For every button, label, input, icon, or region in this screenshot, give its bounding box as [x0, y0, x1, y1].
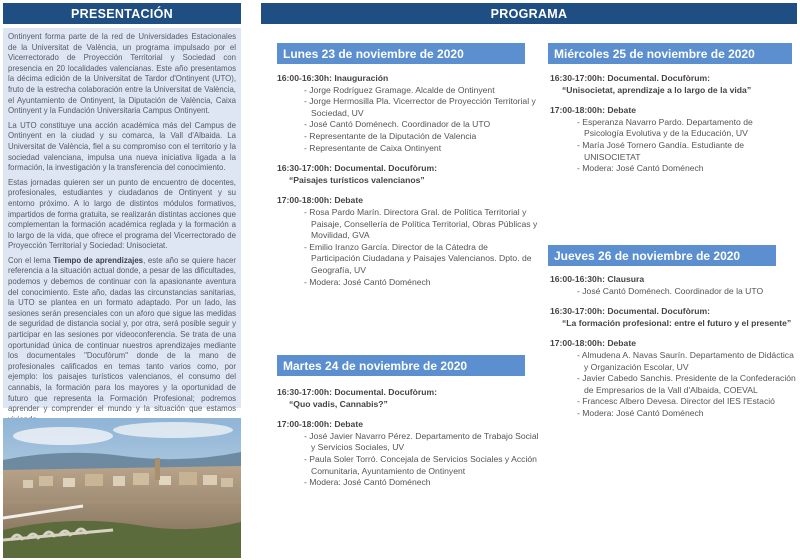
documental-title: “Quo vadis, Cannabis?”: [289, 398, 388, 409]
p4-bold: Tiempo de aprendizajes: [53, 255, 144, 265]
list-clausura: [550, 286, 796, 298]
list-item: - José Javier Navarro Pérez. Departamento de Trabajo Social y Servicios Sociales, UV: [277, 431, 539, 454]
list-item: - Representante de Caixa Ontinyent: [277, 143, 539, 155]
documental-title: “Unisocietat, aprendizaje a lo largo de la vida”: [562, 84, 752, 95]
list-item: - Emilio Iranzo García. Director de la Cátedra de Participación Ciudadana y Paisajes Valencianos. Dpto. de Geografía, UV: [277, 242, 539, 277]
list-item: - Modera: José Cantó Doménech: [277, 277, 539, 289]
slot-documental: 16:30-17:00h: Documental. Docufòrum:: [550, 306, 710, 317]
list-item: - Esperanza Navarro Pardo. Departamento de Psicología Evolutiva y de la Educación, UV: [550, 117, 794, 140]
slot-documental: 16:30-17:00h: Documental. Docufòrum:: [277, 387, 437, 397]
day-header-jueves: Jueves 26 de noviembre de 2020: [548, 245, 776, 266]
list-item: - Javier Cabedo Sanchis. Presidente de la Confederación de Empresarios de la Vall d'Albaida, COEVAL: [550, 373, 796, 396]
list-item: - Modera: José Cantó Doménech: [550, 408, 796, 420]
day-header-lunes: Lunes 23 de noviembre de 2020: [277, 43, 525, 64]
day-block-miercoles: [550, 73, 794, 175]
list-item: - Rosa Pardo Marín. Directora Gral. de Política Territorial y Paisaje, Consellería de Política Territorial, Obras Públicas y Movilidad, GVA: [277, 207, 539, 242]
list-item: - Almudena A. Navas Saurín. Departamento de Didáctica y Organización Escolar, UV: [550, 350, 796, 373]
day-header-martes: Martes 24 de noviembre de 2020: [277, 355, 525, 376]
documental-title: “Paisajes turísticos valencianos”: [289, 174, 425, 185]
presentation-paragraph-1: Ontinyent forma parte de la red de Universidades Estacionales de la Universitat de València, un programa impulsado por el Vicerrectorado de Proyección Territorial y Sociedad con presencia en 20 localidades valencianas. Este año presentamos la décima edición de la Universitat de Tardor d'Ontinyent (UTO), fruto de la estrecha colaboración entre la Universitat de València, el Ayuntamiento de Ontinyent, la Diputación de València, Caixa Ontinyent y la Fundación Universitaria Campus Ontinyent.: [8, 32, 236, 116]
presentation-panel: [3, 28, 241, 414]
p4-pre: Con el lema: [8, 255, 54, 265]
slot-inauguracion: 16:00-16:30h: Inauguración: [277, 73, 389, 83]
list-item: - Francesc Albero Devesa. Director del IES l'Estació: [550, 396, 796, 408]
slot-debate: 17:00-18:00h: Debate: [550, 105, 636, 116]
list-debate: [550, 117, 794, 175]
day-block-martes: [277, 387, 539, 489]
presentation-paragraph-3: Estas jornadas quieren ser un punto de encuentro de docentes, profesionales, estudiantes y ciudadanos de Ontinyent y su entorno próximo. A lo largo de distintos módulos formativos, impartidos de forma gratuita, se realizarán distintas acciones que complementan la formación académica reglada y la formación a lo largo de la vida, que ofrece el programa del Vicerrectorado de Proyección Territorial y Sociedad: Unisocietat.: [8, 177, 236, 251]
slot-documental: 16:30-17:00h: Documental. Docufòrum:: [277, 163, 437, 174]
list-item: - José Cantó Doménech. Coordinador de la UTO: [277, 119, 539, 131]
list-item: - Jorge Hermosilla Pla. Vicerrector de Proyección Territorial y Sociedad, UV: [277, 96, 539, 119]
slot-debate: 17:00-18:00h: Debate: [277, 195, 363, 206]
list-item: - José Cantó Doménech. Coordinador de la UTO: [550, 286, 796, 298]
list-debate: [277, 207, 539, 288]
slot-documental: 16:30-17:00h: Documental. Docufòrum:: [550, 73, 710, 83]
list-item: - Representante de la Diputación de Valencia: [277, 131, 539, 143]
list-item: - Paula Soler Torró. Concejala de Servicios Sociales y Acción Comunitaria, Ayuntamiento de Ontinyent: [277, 454, 539, 477]
slot-debate: 17:00-18:00h: Debate: [550, 338, 636, 349]
day-header-miercoles: Miércoles 25 de noviembre de 2020: [548, 43, 792, 64]
list-debate: [550, 350, 796, 420]
presentation-paragraph-4: [8, 256, 236, 426]
p4-post: , este año se quiere hacer referencia a la situación actual donde, a pesar de las dificultades, podemos y debemos de continuar con la apasionante aventura del conocimiento. Este año, dadas las circunstancias sanitarias, la UTO se plantea en un formato adaptado. Por un lado, las sesiones serán presenciales con un aforo que sigue las medidas de seguridad de distancia social y, por otra, será posible seguir y participar en las sesiones por videoconferencia. Se trata de una oportunidad única de continuar nuestros aprendizajes mediante los documentales "Docufòrum" donde de la mano de profesionales calificados en temas tanto varios como, por ejemplo: los paisajes turísticos valencianos, el consumo del cannabis, la formación para los mayores y la oportunidad de futuro que representa la Formación Profesional; podremos aprender y comprender el mundo y la situación que estamos: [8, 255, 236, 414]
documental-title: “La formación profesional: entre el futuro y el presente”: [562, 317, 792, 328]
list-item: - Modera: José Cantó Doménech: [550, 163, 794, 175]
list-item: - María José Tornero Gandía. Estudiante de UNISOCIETAT: [550, 140, 794, 163]
presentation-paragraph-2: La UTO constituye una acción académica más del Campus de Ontinyent en la ciudad y su comarca, la Vall d'Albaida. La Universitat de València, fiel a su compromiso con el territorio y la sociedad valenciana, impulsa una nueva iniciativa ligada a la formación, la investigación y la transferencia del conocimiento.: [8, 120, 236, 173]
programa-header: PROGRAMA: [261, 3, 797, 24]
presentacion-header: PRESENTACIÓN: [3, 3, 241, 24]
slot-debate: 17:00-18:00h: Debate: [277, 419, 363, 430]
day-block-lunes: [277, 73, 539, 288]
list-inauguracion: [277, 85, 539, 155]
list-item: - Jorge Rodríguez Gramage. Alcalde de Ontinyent: [277, 85, 539, 97]
slot-clausura: 16:00-16:30h: Clausura: [550, 274, 645, 284]
ontinyent-city-photo: [3, 418, 241, 558]
list-debate: [277, 431, 539, 489]
list-item: - Modera: José Cantó Doménech: [277, 477, 539, 489]
day-block-jueves: [550, 274, 796, 420]
